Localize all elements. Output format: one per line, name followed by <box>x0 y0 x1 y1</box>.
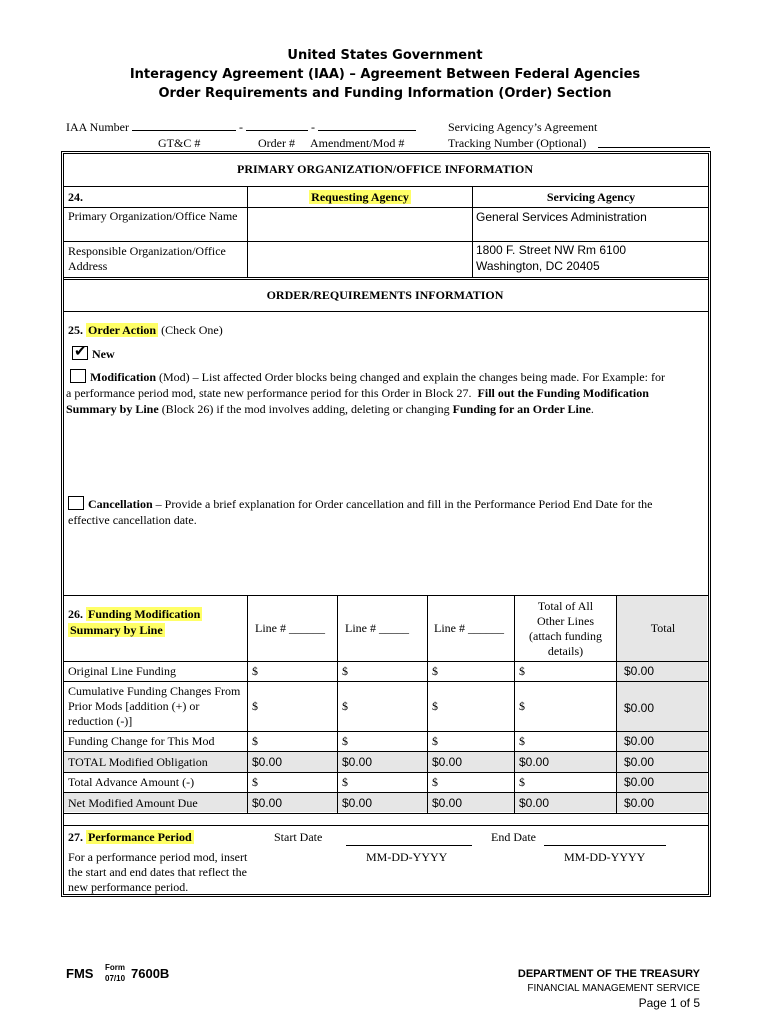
perf-description: For a performance period mod, insert the start and end dates that reflect the new performance period. <box>68 850 248 894</box>
row-cumulative-label: Cumulative Funding Changes From Prior Mods [addition (+) or reduction (-)] <box>68 684 241 728</box>
cell-obligation-1: $0.00 <box>252 755 283 769</box>
end-date-format: MM-DD-YYYY <box>564 850 646 864</box>
footer-service: FINANCIAL MANAGEMENT SERVICE <box>527 983 700 994</box>
footer-form-number: 7600B <box>131 966 170 981</box>
cell-net-3: $0.00 <box>432 796 463 810</box>
footer-fms: FMS <box>66 966 94 981</box>
servicing-address-line1: 1800 F. Street NW Rm 6100 <box>476 243 627 257</box>
new-checkbox[interactable] <box>72 342 88 360</box>
start-date-field[interactable] <box>346 845 472 846</box>
cell-advance-total: $0.00 <box>624 775 655 789</box>
footer-form: Form <box>105 963 125 972</box>
total-header: Total <box>650 621 676 635</box>
requesting-address-field[interactable] <box>249 242 471 276</box>
cell-cumulative-4[interactable]: $ <box>519 699 525 713</box>
responsible-org-label: Responsible Organization/Office Address <box>68 244 226 273</box>
order-action-label: Order Action <box>88 323 157 337</box>
section-27-title: 27. Performance Period <box>68 830 192 844</box>
row-total-obligation-label: TOTAL Modified Obligation <box>68 755 208 769</box>
modification-option: Modification (Mod) – List affected Order blocks being changed and explain the changes being made. For Example: for a performance period mod, state new performance period for this Order in Block 27. Fill out the Funding Modification Summary by Line (Block 26) if the mod involves adding, deleting or changing Funding for an Order Line. <box>66 370 665 416</box>
cell-original-3[interactable]: $ <box>432 664 438 678</box>
cell-advance-3[interactable]: $ <box>432 775 438 789</box>
iaa-number-label: IAA Number - - <box>66 120 416 135</box>
row-advance-label: Total Advance Amount (-) <box>68 775 195 789</box>
order-label: Order # <box>258 136 295 150</box>
cell-net-1: $0.00 <box>252 796 283 810</box>
start-date-format: MM-DD-YYYY <box>366 850 448 864</box>
primary-heading: PRIMARY ORGANIZATION/OFFICE INFORMATION <box>236 162 534 176</box>
cell-change-2[interactable]: $ <box>342 734 348 748</box>
modification-checkbox[interactable] <box>70 369 86 383</box>
cell-net-2: $0.00 <box>342 796 373 810</box>
cell-advance-4[interactable]: $ <box>519 775 525 789</box>
title-line2: Interagency Agreement (IAA) – Agreement Between Federal Agencies <box>129 67 641 82</box>
cell-change-total: $0.00 <box>624 734 655 748</box>
footer-date: 07/10 <box>105 974 126 983</box>
cell-cumulative-3[interactable]: $ <box>432 699 438 713</box>
other-lines-header: Total of All Other Lines (attach funding details) <box>529 599 602 658</box>
footer-page: Page 1 of 5 <box>638 996 700 1010</box>
cancellation-explanation-field[interactable] <box>66 530 706 592</box>
cell-change-4[interactable]: $ <box>519 734 525 748</box>
sa-tracking-label: Tracking Number (Optional) <box>448 136 587 150</box>
line-header-2[interactable]: Line # _____ <box>345 621 409 635</box>
cell-original-1[interactable]: $ <box>252 664 258 678</box>
order-req-heading: ORDER/REQUIREMENTS INFORMATION <box>266 288 504 302</box>
order-action-row: 25. Order Action (Check One) <box>68 323 223 337</box>
order-field[interactable] <box>246 130 308 131</box>
cell-cumulative-1[interactable]: $ <box>252 699 258 713</box>
requesting-primary-org-field[interactable] <box>249 208 471 240</box>
footer-dept: DEPARTMENT OF THE TREASURY <box>517 968 700 980</box>
cell-cumulative-2[interactable]: $ <box>342 699 348 713</box>
cell-original-total: $0.00 <box>624 664 655 678</box>
cell-change-1[interactable]: $ <box>252 734 258 748</box>
gtc-label: GT&C # <box>158 136 201 150</box>
servicing-address-line2: Washington, DC 20405 <box>476 259 600 273</box>
modification-explanation-field[interactable] <box>66 420 706 490</box>
cell-original-4[interactable]: $ <box>519 664 525 678</box>
amend-field[interactable] <box>318 130 416 131</box>
cancellation-option: Cancellation – Provide a brief explanation for Order cancellation and fill in the Performance Period End Date for the effective cancellation date. <box>68 497 653 527</box>
cell-cumulative-total: $0.00 <box>624 701 655 715</box>
section-26-title: 26. Funding Modification Summary by Line <box>68 607 201 637</box>
title-line3: Order Requirements and Funding Information (Order) Section <box>158 86 612 101</box>
cancellation-checkbox[interactable] <box>68 496 84 510</box>
cell-advance-1[interactable]: $ <box>252 775 258 789</box>
title-line1: United States Government <box>287 48 483 63</box>
cell-original-2[interactable]: $ <box>342 664 348 678</box>
primary-org-label: Primary Organization/Office Name <box>68 209 238 223</box>
row-net-label: Net Modified Amount Due <box>68 796 198 810</box>
cell-obligation-4: $0.00 <box>519 755 550 769</box>
line-header-1[interactable]: Line # ______ <box>255 621 325 635</box>
servicing-primary-org: General Services Administration <box>476 210 647 224</box>
cell-obligation-total: $0.00 <box>624 755 655 769</box>
cell-advance-2[interactable]: $ <box>342 775 348 789</box>
row-change-label: Funding Change for This Mod <box>68 734 215 748</box>
cell-obligation-2: $0.00 <box>342 755 373 769</box>
checkmark-icon: ✔ <box>74 342 87 360</box>
cell-change-3[interactable]: $ <box>432 734 438 748</box>
cell-net-4: $0.00 <box>519 796 550 810</box>
cell-obligation-3: $0.00 <box>432 755 463 769</box>
end-date-label: End Date <box>491 830 536 844</box>
row-original-label: Original Line Funding <box>68 664 176 678</box>
start-date-label: Start Date <box>274 830 323 844</box>
section-24-number: 24. <box>68 190 83 204</box>
tracking-field[interactable] <box>598 147 710 148</box>
new-option: ✔ New <box>74 342 115 361</box>
gtc-field[interactable] <box>132 130 236 131</box>
servicing-agency-header: Servicing Agency <box>546 190 636 204</box>
cell-net-total: $0.00 <box>624 796 655 810</box>
sa-agreement-label: Servicing Agency’s Agreement <box>448 120 598 134</box>
end-date-field[interactable] <box>544 845 666 846</box>
requesting-agency-header: Requesting Agency <box>311 190 409 204</box>
line-header-3[interactable]: Line # ______ <box>434 621 504 635</box>
amend-label: Amendment/Mod # <box>310 136 405 150</box>
